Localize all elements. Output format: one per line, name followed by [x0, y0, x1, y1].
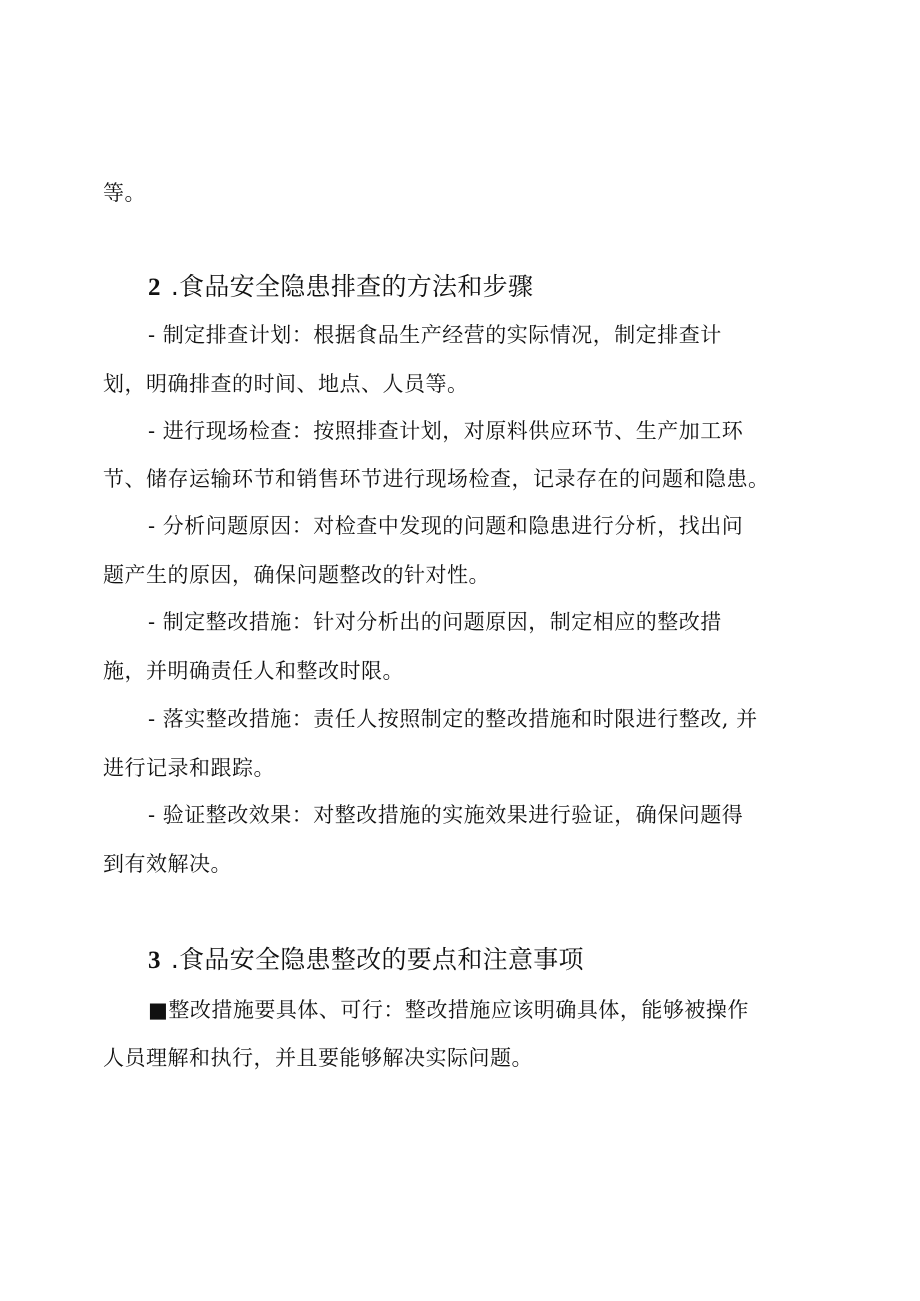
list-item-line: - 验证整改效果：对整改措施的实施效果进行验证，确保问题得 — [148, 803, 744, 827]
list-item-line: 题产生的原因，确保问题整改的针对性。 — [103, 563, 490, 587]
list-item-line: - 制定排查计划：根据食品生产经营的实际情况，制定排查计 — [148, 323, 722, 347]
paragraph-fragment: 等。 — [103, 181, 146, 205]
list-item-line: ■整改措施要具体、可行：整改措施应该明确具体，能够被操作 — [148, 998, 749, 1022]
list-item-line: 进行记录和跟踪。 — [103, 756, 275, 780]
list-item-line: - 分析问题原因：对检查中发现的问题和隐患进行分析，找出问 — [148, 514, 744, 538]
section-3-heading — [148, 943, 813, 978]
list-item-line: 到有效解决。 — [103, 852, 232, 876]
section-number: 3 — [148, 947, 161, 974]
list-item-line: 节、储存运输环节和销售环节进行现场检查，记录存在的问题和隐患。 — [103, 467, 770, 491]
list-item-line: 划，明确排查的时间、地点、人员等。 — [103, 372, 469, 396]
section-title: .食品安全隐患整改的要点和注意事项 — [170, 945, 584, 974]
list-item-line: 施，并明确责任人和整改时限。 — [103, 659, 404, 683]
list-item-line: - 落实整改措施：责任人按照制定的整改措施和时限进行整改, 并 — [148, 707, 758, 731]
list-item-line: - 制定整改措施：针对分析出的问题原因，制定相应的整改措 — [148, 610, 722, 634]
section-2-heading — [148, 270, 813, 305]
list-item-line: 人员理解和执行，并且要能够解决实际问题。 — [103, 1046, 533, 1070]
section-number: 2 — [148, 274, 161, 301]
section-title: .食品安全隐患排查的方法和步骤 — [170, 272, 534, 301]
list-item-line: - 进行现场检查：按照排查计划，对原料供应环节、生产加工环 — [148, 419, 744, 443]
